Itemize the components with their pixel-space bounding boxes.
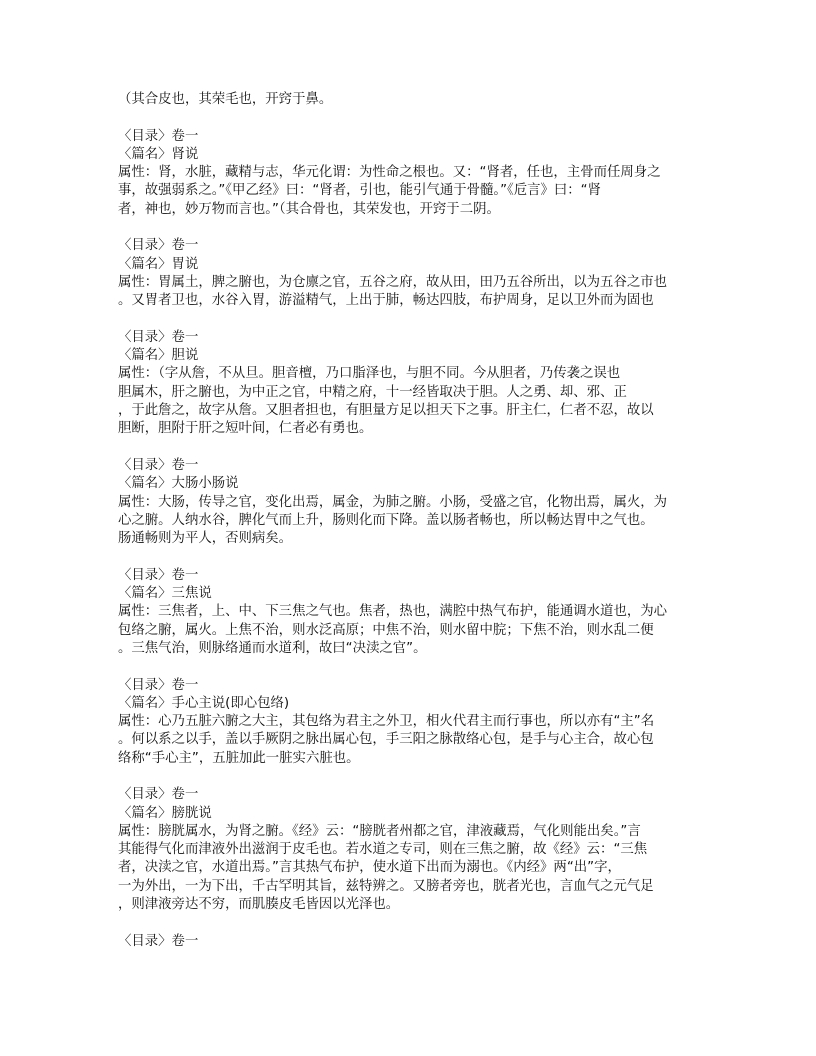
blank-line	[118, 109, 708, 127]
attribute-text-line: 络称“手心主”，五脏加此一脏实六脏也。	[118, 750, 360, 766]
attribute-text-line: 心之腑。人纳水谷，脾化气而上升，肠则化而下降。盖以肠者畅也，所以畅达胃中之气也。	[118, 512, 654, 528]
attribute-text-line: 胆断，胆附于肝之短叶间，仁者必有勇也。	[118, 421, 373, 437]
entry-section	[118, 677, 708, 768]
entry-title: 〈篇名〉三焦说	[118, 586, 212, 602]
blank-line	[118, 914, 708, 932]
attribute-text-line: 肠通畅则为平人，否则病矣。	[118, 531, 293, 547]
attribute-text-line: 属性：大肠，传导之官，变化出焉，属金，为肺之腑。小肠，受盛之官，化物出焉，属火，为	[118, 494, 668, 510]
document-page	[118, 91, 708, 951]
catalog-line: 〈目录〉卷一	[118, 128, 199, 144]
entry-title: 〈篇名〉胃说	[118, 256, 199, 272]
entry-section	[118, 457, 708, 548]
attribute-text-line: 属性：胃属土，脾之腑也，为仓廪之官，五谷之府，故从田，田乃五谷所出，以为五谷之市也	[118, 274, 668, 290]
entry-section	[118, 128, 708, 219]
attribute-text-line: 其能得气化而津液外出滋润于皮毛也。若水道之专司，则在三焦之腑，故《经》云：“三焦	[118, 842, 648, 858]
attribute-text-line: 者，神也，妙万物而言也。”（其合骨也，其荣发也，开窍于二阴。	[118, 201, 500, 217]
blank-line	[118, 439, 708, 457]
entry-title: 〈篇名〉大肠小肠说	[118, 476, 239, 492]
attribute-text-line: ，于此詹之，故字从詹。又胆者担也，有胆量方足以担天下之事。肝主仁，仁者不忍，故以	[118, 403, 654, 419]
catalog-line: 〈目录〉卷一	[118, 329, 199, 345]
attribute-text-line: 。何以系之以手，盖以手厥阴之脉出属心包，手三阳之脉散络心包，是手与心主合，故心包	[118, 732, 654, 748]
attribute-text-line: 属性：（字从詹，不从旦。胆音檀，乃口脂泽也，与胆不同。今从胆者，乃传袭之误也	[118, 366, 621, 382]
entry-title: 〈篇名〉肾说	[118, 146, 199, 162]
trailing-catalog: 〈目录〉卷一	[118, 933, 199, 949]
attribute-text-line: 。又胃者卫也，水谷入胃，游溢精气，上出于肺，畅达四肢，布护周身，足以卫外而为固也	[118, 293, 654, 309]
entry-section	[118, 786, 708, 914]
attribute-text-line: 者，决渎之官，水道出焉。”言其热气布护，使水道下出而为溺也。《内经》两“出”字，	[118, 860, 621, 876]
attribute-text-line: 属性：三焦者，上、中、下三焦之气也。焦者，热也，满腔中热气布护，能通调水道也，为心	[118, 604, 668, 620]
attribute-text-line: ，则津液旁达不穷，而肌腠皮毛皆因以光泽也。	[118, 897, 400, 913]
attribute-text-line: 属性：膀胱属水，为肾之腑。《经》云：“膀胱者州都之官，津液藏焉，气化则能出矣。”言	[118, 823, 641, 839]
blank-line	[118, 658, 708, 676]
attribute-text-line: 包络之腑，属火。上焦不治，则水泛高原；中焦不治，则水留中脘；下焦不治，则水乱二便	[118, 622, 654, 638]
attribute-text-line: 一为外出，一为下出，千古罕明其旨，兹特辨之。又膀者旁也，胱者光也，言血气之元气足	[118, 878, 654, 894]
blank-line	[118, 768, 708, 786]
entry-title: 〈篇名〉膀胱说	[118, 805, 212, 821]
blank-line	[118, 548, 708, 566]
attribute-text-line: 。三焦气治，则脉络通而水道利，故曰“决渎之官”。	[118, 640, 427, 656]
entry-title: 〈篇名〉胆说	[118, 348, 199, 364]
catalog-line: 〈目录〉卷一	[118, 677, 199, 693]
catalog-line: 〈目录〉卷一	[118, 787, 199, 803]
entry-section	[118, 237, 708, 310]
entry-title: 〈篇名〉手心主说(即心包络)	[118, 695, 290, 711]
catalog-line: 〈目录〉卷一	[118, 567, 199, 583]
attribute-text-line: 事，故强弱系之。”《甲乙经》曰：“肾者，引也，能引气通于骨髓。”《卮言》曰：“肾	[118, 183, 602, 199]
attribute-text-line: 胆属木，肝之腑也，为中正之官，中精之府，十一经皆取决于胆。人之勇、却、邪、正	[118, 384, 627, 400]
catalog-line: 〈目录〉卷一	[118, 238, 199, 254]
intro-line: （其合皮也，其荣毛也，开窍于鼻。	[118, 92, 333, 107]
entry-section	[118, 329, 708, 439]
catalog-line: 〈目录〉卷一	[118, 457, 199, 473]
entry-section	[118, 567, 708, 658]
attribute-text-line: 属性：心乃五脏六腑之大主，其包络为君主之外卫，相火代君主而行事也，所以亦有“主”名	[118, 714, 655, 730]
attribute-text-line: 属性：肾，水脏，藏精与志，华元化谓：为性命之根也。又：“肾者，任也，主骨而任周身之	[118, 165, 661, 181]
blank-line	[118, 311, 708, 329]
blank-line	[118, 219, 708, 237]
sections-container	[118, 109, 708, 914]
